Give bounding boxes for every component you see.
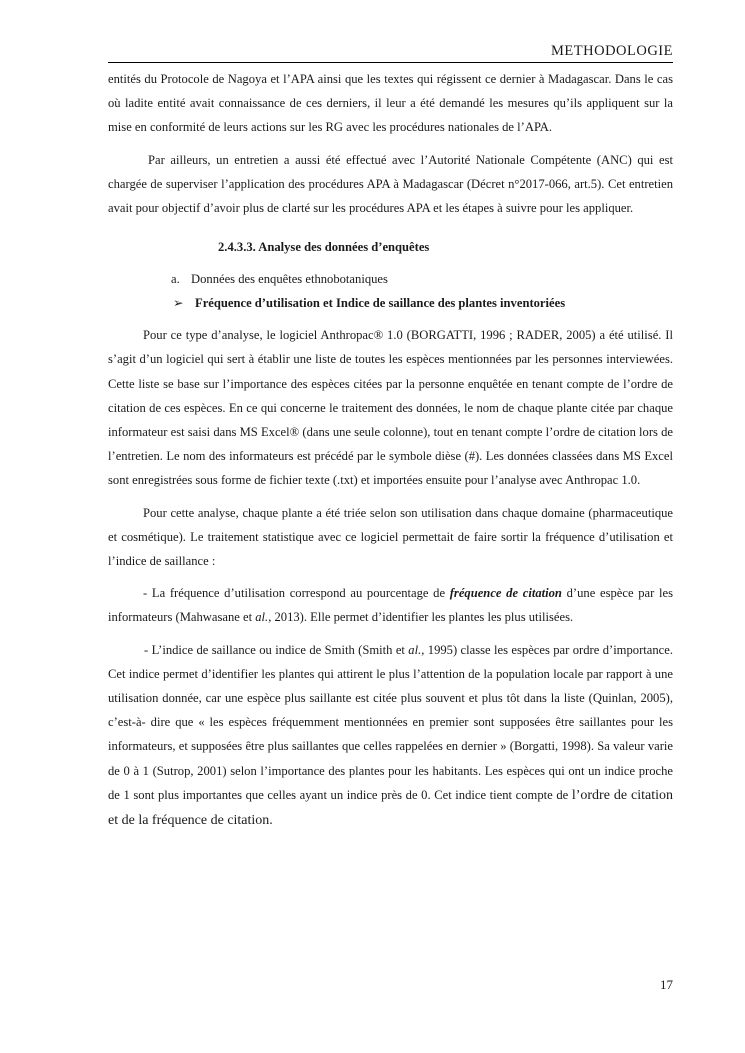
paragraph-anthropac: Pour ce type d’analyse, le logiciel Anthropac® 1.0 (BORGATTI, 1996 ; RADER, 2005) a été utilisé. Il s’agit d’un logiciel qui sert à établir une liste de toutes les espèces mentionnées par les personnes interviewées. Cette liste se base sur l’importance des espèces citées par la personne enquêtée en tenant compte de l’ordre de citation de ces espèces. En ce qui concerne le traitement des données, le nom de chaque plante citée par chaque informateur est saisi dans MS Excel® (dans une seule colonne), tout en tenant compte l’ordre de citation lors de l’entretien. Le nom des informateurs est précédé par le symbole dièse (#). Les données classées dans MS Excel sont enregistrées sous forme de fichier texte (.txt) et importées ensuite pour l’analyse avec Anthropac 1.0. xyxy=(108,328,673,488)
subsection-a-text: Données des enquêtes ethnobotaniques xyxy=(191,272,388,287)
bullet-heading xyxy=(173,291,673,315)
document-page xyxy=(108,0,673,1053)
saliency-text-2: 1995) classe les espèces par ordre d’importance. Cet indice permet d’identifier les plantes qui attirent le plus l’attention de la population locale par rapport à une utilisation donnée, car une espèce plus saillante est citée plus souvent et plus tôt dans la liste (Quinlan, 2005), c’est-à- dire que « les espèces fréquemment mentionnées en premier sont supposées être saillantes pour les informateurs, et supposées être plus saillantes que celles rappelées en dernier » (Borgatti, 1998). Sa valeur varie de 0 à 1 (Sutrop, 2001) selon l’importance des plantes pour les habitants. Les espèces qui ont un indice proche de 1 sont plus importantes que celles ayant un indice près de 0. Cet indice tient compte de xyxy=(108,642,673,802)
running-header-title: METHODOLOGIE xyxy=(551,43,673,59)
saliency-text-3: l’ordre de citation et de la fréquence de citation. xyxy=(108,787,674,829)
page-number: 17 xyxy=(660,977,673,992)
paragraph-anc-context: entités du Protocole de Nagoya et l’APA ainsi que les textes qui régissent ce dernier à Madagascar. Dans le cas où ladite entité avait connaissance de ces derniers, il leur a été demandé les mesures qu’ils appliquent sur la mise en conformité de leurs actions sur les RG avec les procédures nationales de l’APA. xyxy=(108,72,673,135)
frequency-emphasis: fréquence de citation xyxy=(449,586,562,601)
section-heading: 2.4.3.3. Analyse des données d’enquêtes xyxy=(218,240,430,255)
bullet-heading-text: Fréquence d’utilisation et Indice de saillance des plantes inventoriées xyxy=(195,296,566,311)
frequency-text-3: , 2013). Elle permet d’identifier les plantes les plus utilisées. xyxy=(268,610,574,625)
paragraph-saliency xyxy=(108,638,673,834)
saliency-al: al., xyxy=(408,642,425,657)
frequency-al: al. xyxy=(255,610,269,625)
subsection-a xyxy=(171,267,673,291)
frequency-text-2: d’une espèce par les informateurs (Mahwasane et xyxy=(108,586,673,625)
paragraph-frequency xyxy=(108,581,673,629)
header-divider xyxy=(108,62,673,63)
paragraph-anc-interview: Par ailleurs, un entretien a aussi été effectué avec l’Autorité Nationale Compétente (ANC) qui est chargée de superviser l’application des procédures APA à Madagascar (Décret n°2017-066, art.5). Cet entretien avait pour objectif d’avoir plus de clarté sur les procédures APA et les étapes à suivre pour les appliquer. xyxy=(108,152,673,216)
frequency-text-1: - La fréquence d’utilisation correspond au pourcentage de xyxy=(143,586,450,601)
body-text xyxy=(108,67,673,833)
arrow-bullet-icon: ➢ xyxy=(173,296,184,311)
subsection-a-label: a. xyxy=(171,272,180,287)
paragraph-analysis: Pour cette analyse, chaque plante a été triée selon son utilisation dans chaque domaine (pharmaceutique et cosmétique). Le traitement statistique avec ce logiciel permettait de faire sortir la fréquence d’utilisation et l’indice de saillance : xyxy=(108,505,673,569)
saliency-text-1: - L’indice de saillance ou indice de Smith (Smith et xyxy=(144,642,409,657)
